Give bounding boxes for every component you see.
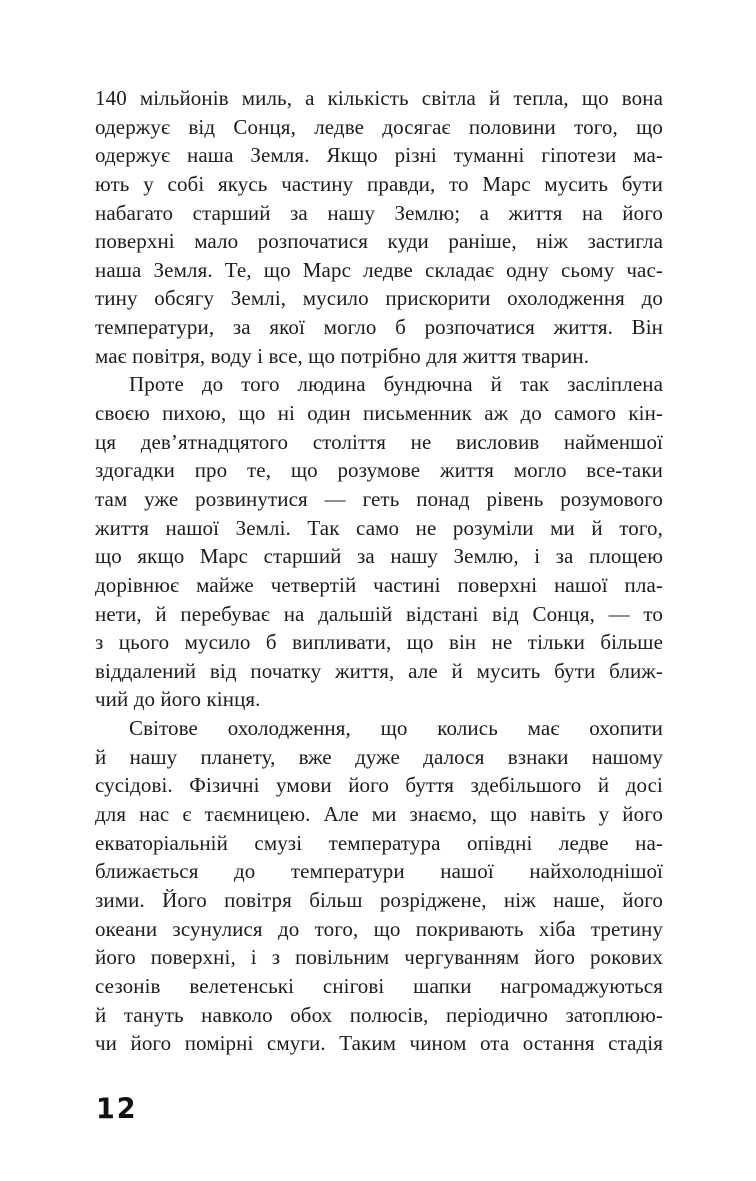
text-line: поверхні мало розпочатися куди раніше, ніж застигла <box>95 229 663 254</box>
text-line: Проте до того людина бундючна й так засліплена <box>129 372 663 397</box>
text-line: екваторіальній смузі температура опівдні ледве на- <box>95 830 663 855</box>
text-line: температури, за якої могло б розпочатися життя. Він <box>95 315 663 340</box>
text-line: його поверхні, і з повільним чергуванням його рокових <box>95 945 663 970</box>
text-line: своєю пихою, що ні один письменник аж до самого кін- <box>95 401 663 426</box>
text-line: 140 мільйонів миль, а кількість світла й тепла, що вона <box>95 86 663 110</box>
page-text <box>95 84 663 1058</box>
paragraph <box>95 370 663 714</box>
text-line: для нас є таємницею. Але ми знаємо, що навіть у його <box>95 802 663 827</box>
text-line: життя нашої Землі. Так само не розуміли ми й того, <box>95 515 663 540</box>
text-line: й тануть навколо обох полюсів, періодично затоплюю- <box>95 1002 663 1027</box>
text-line: чи його помірні смуги. Таким чином ота остання стадія <box>95 1031 663 1056</box>
text-line: з цього мусило б випливати, що він не тільки більше <box>95 630 663 655</box>
text-line: одержує від Сонця, ледве досягає половини того, що <box>95 114 663 139</box>
text-line: зими. Його повітря більш розріджене, ніж наше, його <box>95 887 663 912</box>
text-line: віддалений від початку життя, але й мусить бути ближ- <box>95 658 663 683</box>
page-number: 12 <box>96 1093 138 1126</box>
text-line: дорівнює майже четвертій частині поверхні нашої пла- <box>95 572 663 597</box>
text-line: має повітря, воду і все, що потрібно для життя тварин. <box>95 343 590 368</box>
text-line: чий до його кінця. <box>95 687 261 712</box>
text-line: одержує наша Земля. Якщо різні туманні гіпотези ма- <box>95 143 663 168</box>
text-line: ця дев’ятнадцятого століття не висловив найменшої <box>95 429 663 454</box>
text-line: здогадки про те, що розумове життя могло все-таки <box>95 458 663 483</box>
text-line: Світове охолодження, що колись має охопити <box>129 716 663 741</box>
text-line: тину обсягу Землі, мусило прискорити охолодження до <box>95 286 663 311</box>
text-line: ють у собі якусь частину правди, то Марс мусить бути <box>95 171 663 196</box>
text-line: сусідові. Фізичні умови його буття здебільшого й досі <box>95 773 663 798</box>
text-line: й нашу планету, вже дуже далося взнаки нашому <box>95 744 663 769</box>
paragraph <box>95 84 663 370</box>
text-line: що якщо Марс старший за нашу Землю, і за площею <box>95 544 663 569</box>
text-line: наша Земля. Те, що Марс ледве складає одну сьому час- <box>95 257 663 282</box>
text-line: ближається до температури нашої найхолоднішої <box>95 859 663 884</box>
text-line: сезонів велетенські снігові шапки нагромаджуються <box>95 973 663 998</box>
paragraph <box>95 714 663 1058</box>
text-line: океани зсунулися до того, що покривають хіба третину <box>95 916 663 941</box>
text-line: нети, й перебуває на дальшій відстані від Сонця, — то <box>95 601 663 626</box>
text-line: набагато старший за нашу Землю; а життя на його <box>95 200 663 225</box>
text-line: там уже розвинутися — геть понад рівень розумового <box>95 486 663 511</box>
